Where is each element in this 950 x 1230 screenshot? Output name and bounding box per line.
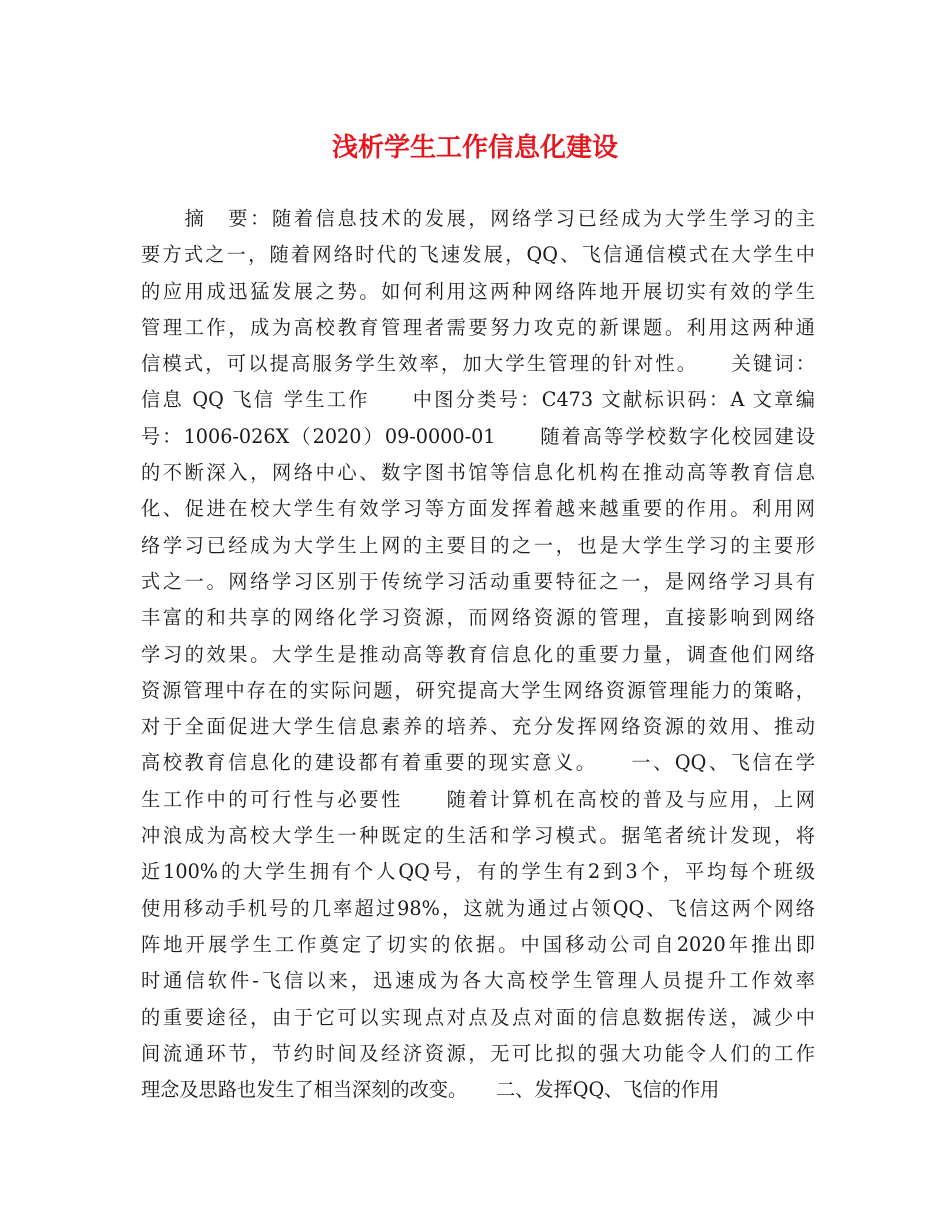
- body-line: 要方式之一，随着网络时代的飞速发展，QQ、飞信通信模式在大学生中: [141, 243, 815, 267]
- body-line: 阵地开展学生工作奠定了切实的依据。中国移动公司自2020年推出即: [141, 932, 815, 956]
- body-line: 信息 QQ 飞信 学生工作 中图分类号：C473 文献标识码：A 文章编: [141, 388, 815, 412]
- body-line: 管理工作，成为高校教育管理者需要努力攻克的新课题。利用这两种通: [141, 315, 815, 339]
- page-title: 浅析学生工作信息化建设: [331, 133, 618, 163]
- body-line: 摘 要：随着信息技术的发展，网络学习已经成为大学生学习的主: [141, 207, 815, 230]
- body-line: 化、促进在校大学生有效学习等方面发挥着越来越重要的作用。利用网: [141, 497, 815, 521]
- body-line: 对于全面促进大学生信息素养的培养、充分发挥网络资源的效用、推动: [141, 715, 815, 739]
- body-line: 络学习已经成为大学生上网的主要目的之一，也是大学生学习的主要形: [141, 533, 815, 557]
- body-line: 的应用成迅猛发展之势。如何利用这两种网络阵地开展切实有效的学生: [141, 279, 815, 303]
- body-line: 生工作中的可行性与必要性 随着计算机在高校的普及与应用，上网: [141, 787, 815, 811]
- body-line: 冲浪成为高校大学生一种既定的生活和学习模式。据笔者统计发现，将: [141, 824, 815, 848]
- body-line: 号：1006-026X（2020）09-0000-01 随着高等学校数字化校园建设: [141, 424, 815, 448]
- body-line: 的重要途径，由于它可以实现点对点及点对面的信息数据传送，减少中: [141, 1005, 815, 1029]
- body-line: 学习的效果。大学生是推动高等教育信息化的重要力量，调查他们网络: [141, 642, 815, 666]
- body-line: 信模式，可以提高服务学生效率，加大学生管理的针对性。 关键词：: [141, 352, 815, 376]
- body-line: 间流通环节，节约时间及经济资源，无可比拟的强大功能令人们的工作: [141, 1041, 815, 1065]
- body-line: 高校教育信息化的建设都有着重要的现实意义。 一、QQ、飞信在学: [141, 751, 815, 775]
- body-line: 丰富的和共享的网络化学习资源，而网络资源的管理，直接影响到网络: [141, 606, 815, 630]
- body-line: 理念及思路也发生了相当深刻的改变。 二、发挥QQ、飞信的作用: [141, 1078, 720, 1102]
- document-body: [141, 201, 815, 1108]
- body-line: 时通信软件-飞信以来，迅速成为各大高校学生管理人员提升工作效率: [141, 969, 815, 993]
- body-line: 式之一。网络学习区别于传统学习活动重要特征之一，是网络学习具有: [141, 569, 815, 593]
- body-line: 使用移动手机号的几率超过98%，这就为通过占领QQ、飞信这两个网络: [141, 896, 815, 920]
- body-line: 的不断深入，网络中心、数字图书馆等信息化机构在推动高等教育信息: [141, 461, 815, 485]
- body-line: 近100%的大学生拥有个人QQ号，有的学生有2到3个，平均每个班级: [141, 860, 815, 884]
- body-line: 资源管理中存在的实际问题，研究提高大学生网络资源管理能力的策略，: [141, 678, 815, 702]
